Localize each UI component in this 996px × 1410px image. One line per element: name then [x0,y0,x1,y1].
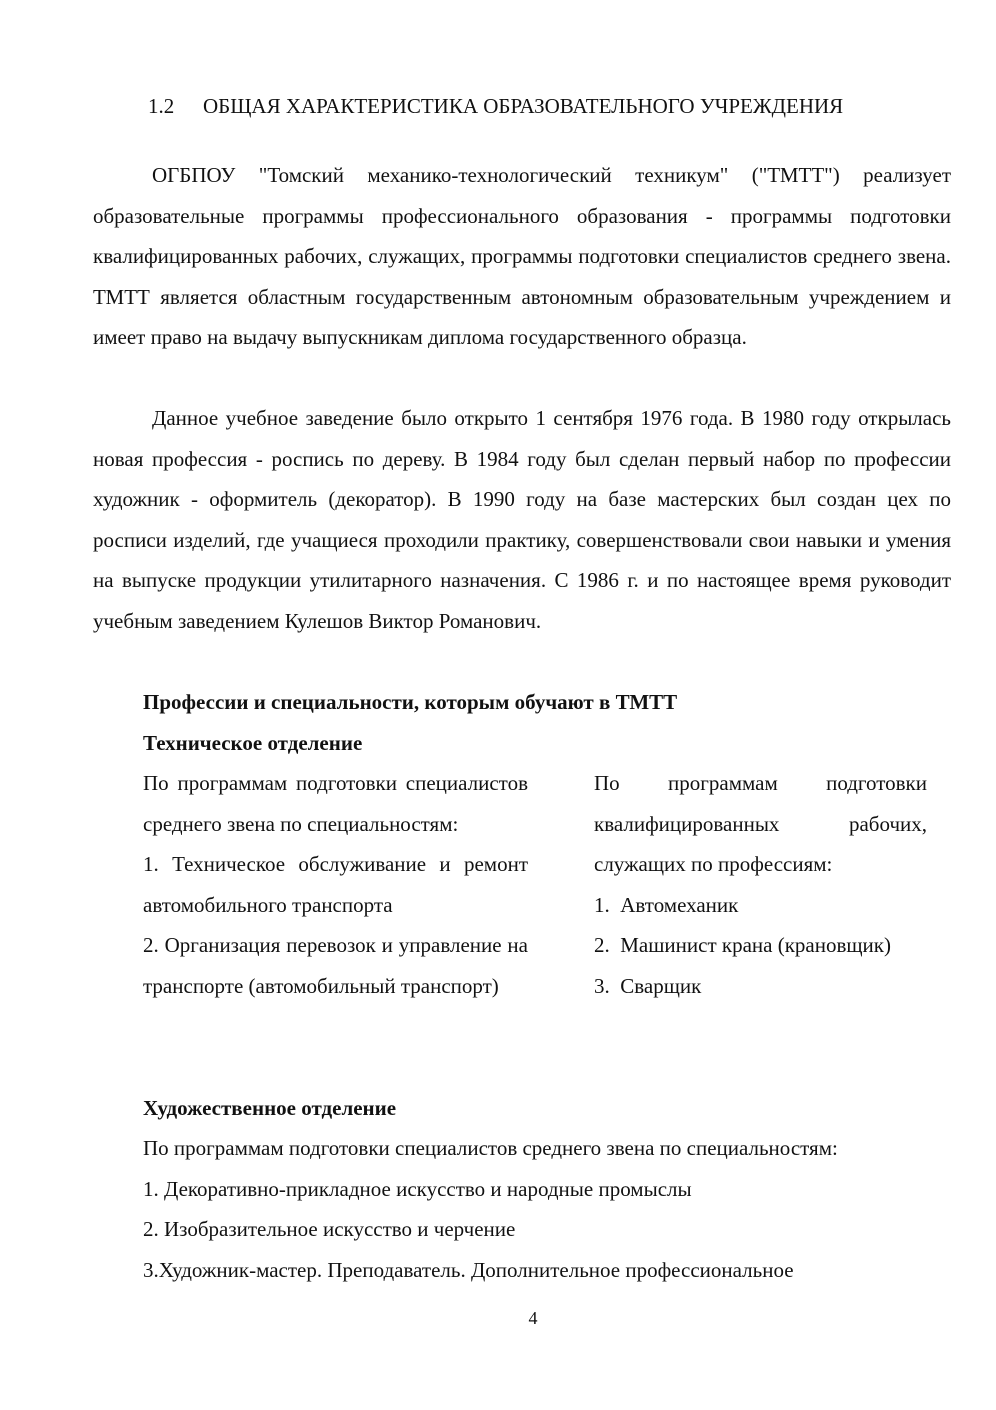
art-specialty-item: 3.Художник-мастер. Преподаватель. Дополнительное профессиональное [143,1258,794,1282]
paragraph-intro: ОГБПОУ "Томский механико-технологический техникум" ("ТМТТ") реализует образовательные программы профессионального образования - программы подготовки квалифицированных рабочих, служащих, программы подготовки специалистов среднего звена. ТМТТ является областным государственным автономным образовательным учреждением и имеет право на выдачу выпускникам диплома государственного образца. [93,163,951,350]
art-intro: По программам подготовки специалистов среднего звена по специальностям: [143,1136,838,1160]
technical-workers-column [594,763,927,1007]
technical-workers-intro: По программам подготовки квалифицированных рабочих, служащих по профессиям: [594,771,927,877]
paragraph-history: Данное учебное заведение было открыто 1 сентября 1976 года. В 1980 году открылась новая профессия - роспись по дереву. В 1984 году был сделан первый набор по профессии художник - оформитель (декоратор). В 1990 году на базе мастерских был создан цех по росписи изделий, где учащиеся проходили практику, совершенствовали свои навыки и умения на выпуске продукции утилитарного назначения. С 1986 г. и по настоящее время руководит учебным заведением Кулешов Виктор Романович. [93,406,951,633]
technical-department-title: Техническое отделение [143,731,363,755]
professions-title: Профессии и специальности, которым обучают в ТМТТ [143,690,678,714]
technical-specialists-column [143,763,528,1007]
technical-specialists-intro: По программам подготовки специалистов среднего звена по специальностям: [143,771,528,836]
section-heading [148,92,843,120]
technical-profession-item: 3. Сварщик [594,973,702,998]
art-specialty-item: 1. Декоративно-прикладное искусство и народные промыслы [143,1177,692,1201]
art-department-title: Художественное отделение [143,1096,397,1120]
technical-profession-item: 1. Автомеханик [594,892,739,917]
technical-profession-item: 2. Машинист крана (крановщик) [594,933,891,958]
page-number: 4 [528,1308,538,1328]
technical-specialty-item: 2. Организация перевозок и управление на транспорте (автомобильный транспорт) [143,933,528,998]
technical-specialty-item: 1. Техническое обслуживание и ремонт автомобильного транспорта [143,852,528,917]
art-specialty-item: 2. Изобразительное искусство и черчение [143,1217,516,1241]
section-number: 1.2 [148,94,175,118]
section-title: ОБЩАЯ ХАРАКТЕРИСТИКА ОБРАЗОВАТЕЛЬНОГО УЧРЕЖДЕНИЯ [203,94,844,118]
